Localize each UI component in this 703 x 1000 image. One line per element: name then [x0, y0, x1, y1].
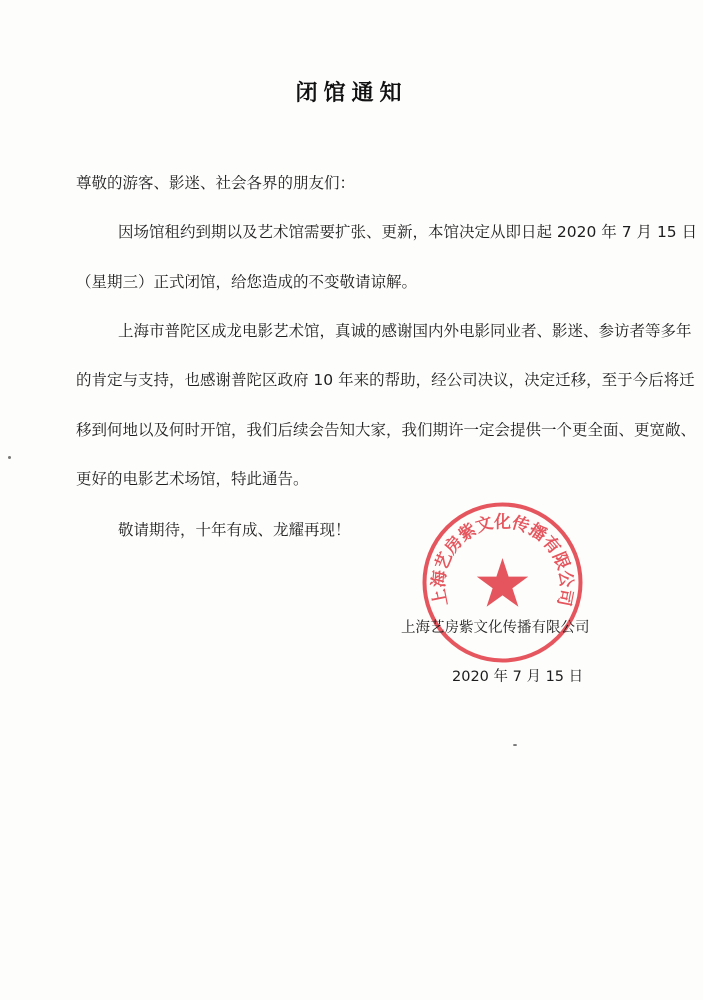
scan-speck [8, 456, 11, 459]
seal-star-icon [477, 558, 528, 607]
seal-text: 上海艺房紫文化传播有限公司 [429, 512, 576, 608]
paragraph-2-line-2: 的肯定与支持，也感谢普陀区政府 10 年来的帮助，经公司决议，决定迁移，至于今后将迁 [76, 371, 695, 389]
scan-speck [513, 744, 517, 746]
paragraph-2-line-3: 移到何地以及何时开馆，我们后续会告知大家，我们期许一定会提供一个更全面、更宽敞、 [76, 421, 697, 439]
paragraph-2-line-4: 更好的电影艺术场馆，特此通告。 [76, 470, 309, 488]
notice-title: 闭馆通知 [295, 81, 408, 106]
signer-company: 上海艺房紫文化传播有限公司 [401, 620, 590, 636]
company-seal-stamp [420, 500, 585, 665]
paragraph-1-line-2: （星期三）正式闭馆，给您造成的不变敬请谅解。 [76, 273, 418, 291]
greeting: 尊敬的游客、影迷、社会各界的朋友们： [76, 174, 356, 192]
issue-date: 2020 年 7 月 15 日 [452, 669, 584, 685]
paragraph-1-line-1: 因场馆租约到期以及艺术馆需要扩张、更新，本馆决定从即日起 2020 年 7 月 15 日 [118, 223, 698, 241]
closing-line: 敬请期待，十年有成、龙耀再现！ [118, 521, 351, 539]
paragraph-2-line-1: 上海市普陀区成龙电影艺术馆，真诚的感谢国内外电影同业者、影迷、参访者等多年 [118, 322, 692, 340]
